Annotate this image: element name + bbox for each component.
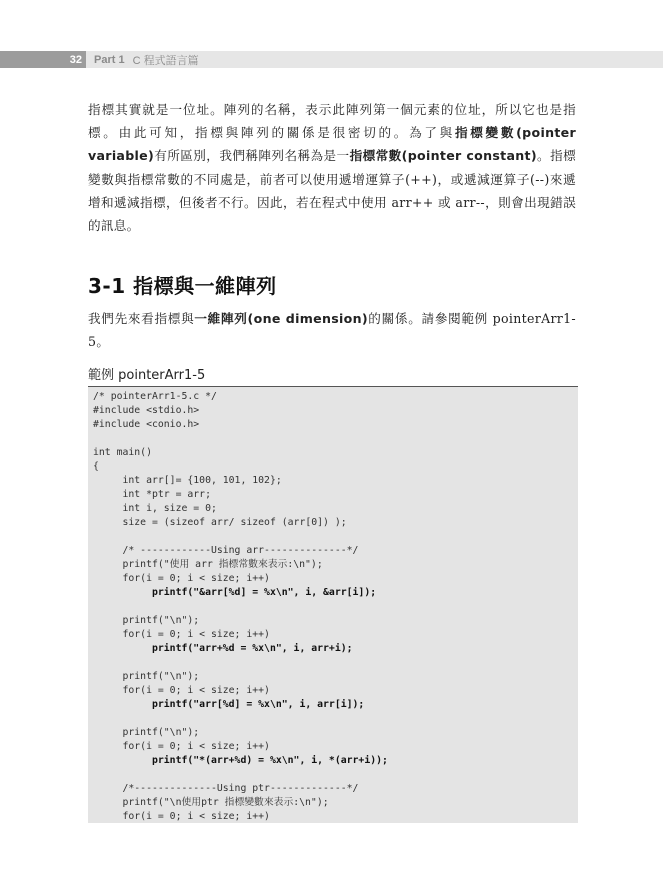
code-line: for(i = 0; i < size; i++) xyxy=(93,741,270,752)
intro-text-1: 指標其實就是一位址。陣列的名稱，表示此陣列第一個元素的位址，所以它也是指標。由此可知，指標與陣列的關係是很密切的。為了與 xyxy=(88,102,576,141)
header-part-label: Part 1 xyxy=(94,53,125,66)
code-line: /*--------------Using ptr-------------*/ xyxy=(93,783,359,794)
code-line: printf("使用 arr 指標常數來表示:\n"); xyxy=(93,559,323,570)
page-number: 32 xyxy=(0,51,86,68)
code-line: for(i = 0; i < size; i++) xyxy=(93,629,270,640)
code-line: printf("\n"); xyxy=(93,615,200,626)
header-book-title: C 程式語言篇 xyxy=(132,54,199,67)
code-line: for(i = 0; i < size; i++) xyxy=(93,811,270,822)
code-line: printf("\n使用ptr 指標變數來表示:\n"); xyxy=(93,797,329,808)
section-paragraph xyxy=(88,307,576,353)
code-line: for(i = 0; i < size; i++) xyxy=(93,685,270,696)
code-line: printf("arr+%d = %x\n", i, arr+i); xyxy=(93,643,353,654)
code-line: int arr[]= {100, 101, 102}; xyxy=(93,475,282,486)
code-line: #include <stdio.h> xyxy=(93,405,200,416)
running-header xyxy=(0,51,663,68)
code-line: /* ------------Using arr--------------*/ xyxy=(93,545,359,556)
code-line: printf("\n"); xyxy=(93,671,200,682)
code-listing xyxy=(88,387,578,823)
intro-text-3: 。指標變數與指標常數的不同處是，前者可以使用遞增運算子(++)，或遞減運算子(--)來遞增和遞減指標，但後者不行。因此，若在程式中使用 arr++ 或 arr--，則會出現錯誤的訊息。 xyxy=(88,148,576,234)
code-line: printf("&arr[%d] = %x\n", i, &arr[i]); xyxy=(93,587,377,598)
code-line: int *ptr = arr; xyxy=(93,489,211,500)
section-text-1: 我們先來看指標與 xyxy=(88,311,195,326)
code-line: printf("\n"); xyxy=(93,727,200,738)
section-text-2: 的關係。請參閱範例 pointerArr1-5。 xyxy=(88,311,576,350)
intro-term-pointer-variable: 指標變數(pointer variable) xyxy=(88,125,577,164)
code-line: printf("*(arr+%d) = %x\n", i, *(arr+i)); xyxy=(93,755,388,766)
section-heading: 3-1 指標與一維陣列 xyxy=(88,274,277,298)
example-title: 範例 pointerArr1-5 xyxy=(88,368,206,383)
intro-text-2: 有所區別，我們稱陣列名稱為是一 xyxy=(154,148,350,164)
code-line: int i, size = 0; xyxy=(93,503,217,514)
code-line: #include <conio.h> xyxy=(93,419,200,430)
code-line: /* pointerArr1-5.c */ xyxy=(93,391,217,402)
code-line: printf("arr[%d] = %x\n", i, arr[i]); xyxy=(93,699,365,710)
code-line: { xyxy=(93,461,99,472)
code-line: int main() xyxy=(93,447,152,458)
section-term-one-dimension: 一維陣列(one dimension) xyxy=(194,311,368,326)
intro-paragraph xyxy=(88,98,576,237)
code-line: for(i = 0; i < size; i++) xyxy=(93,573,270,584)
header-title-area xyxy=(86,51,663,68)
intro-term-pointer-constant: 指標常數(pointer constant) xyxy=(349,148,537,164)
code-line: size = (sizeof arr/ sizeof (arr[0]) ); xyxy=(93,517,347,528)
